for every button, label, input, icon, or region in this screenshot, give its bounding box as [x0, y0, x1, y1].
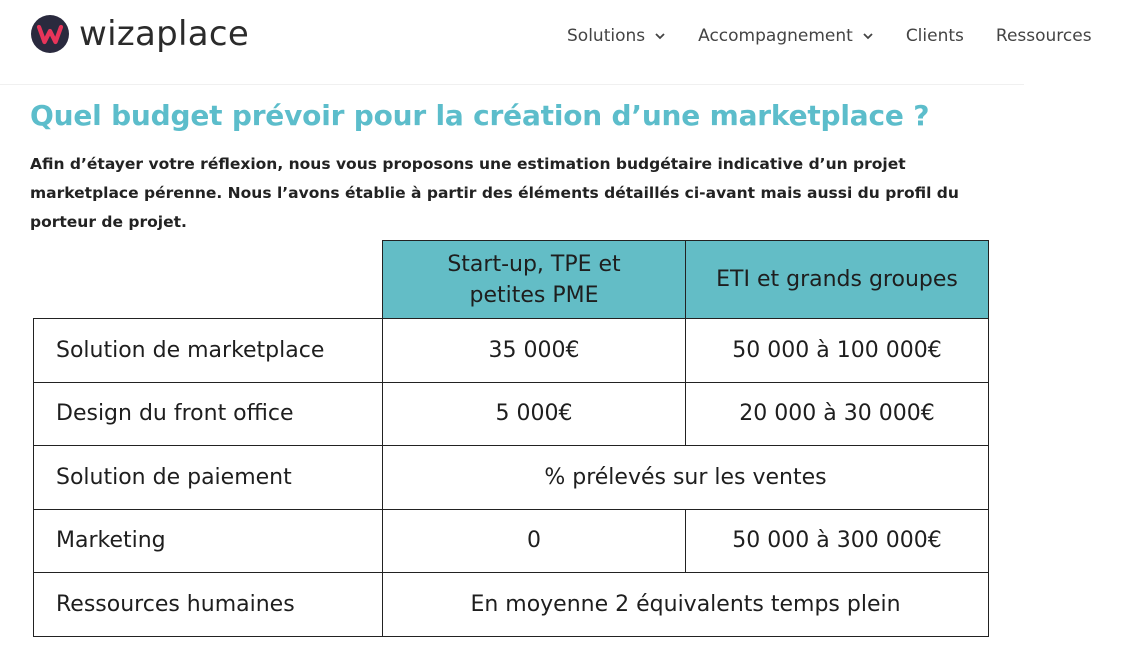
header-large-business: ETI et grands groupes — [686, 241, 989, 319]
cell-large-business: 50 000 à 100 000€ — [686, 319, 989, 383]
chevron-down-icon — [654, 32, 666, 40]
row-label: Solution de paiement — [34, 446, 383, 510]
site-logo[interactable] — [30, 14, 249, 54]
cell-merged: % prélevés sur les ventes — [383, 446, 989, 510]
table-header-row — [34, 241, 989, 319]
table-row — [34, 319, 989, 383]
header-small-business: Start-up, TPE et petites PME — [383, 241, 686, 319]
brand-name: wizaplace — [79, 14, 250, 54]
row-label: Ressources humaines — [34, 573, 383, 637]
intro-paragraph: Afin d’étayer votre réflexion, nous vous proposons une estimation budgétaire indicative d’un projet marketplace pérenne. Nous l’avons établie à partir des éléments détaillés ci-avant mais aussi du profil du porteur de projet. — [30, 155, 959, 231]
cell-merged: En moyenne 2 équivalents temps plein — [383, 573, 989, 637]
cell-small-business: 5 000€ — [383, 382, 686, 446]
table-row — [34, 382, 989, 446]
main-nav — [567, 25, 1124, 47]
table-corner-cell — [34, 241, 383, 319]
table-row — [34, 509, 989, 573]
nav-item-label: Ressources — [995, 26, 1092, 46]
cell-large-business: 50 000 à 300 000€ — [686, 509, 989, 573]
nav-item-ressources[interactable] — [996, 25, 1092, 47]
nav-item-clients[interactable] — [906, 25, 964, 47]
nav-item-solutions[interactable] — [567, 25, 666, 47]
site-header — [0, 0, 1092, 85]
wizaplace-logo-icon — [30, 14, 70, 54]
cell-large-business: 20 000 à 30 000€ — [686, 382, 989, 446]
table-row — [34, 446, 989, 510]
row-label: Design du front office — [34, 382, 383, 446]
cell-small-business: 35 000€ — [383, 319, 686, 383]
budget-table — [33, 240, 989, 637]
row-label: Solution de marketplace — [34, 319, 383, 383]
table-row — [34, 573, 989, 637]
chevron-down-icon — [862, 32, 874, 40]
cell-small-business: 0 — [383, 509, 686, 573]
nav-item-accompagnement[interactable] — [698, 25, 874, 47]
nav-item-label: Solutions — [567, 26, 646, 46]
nav-item-label: Clients — [905, 26, 964, 46]
page-title: Quel budget prévoir pour la création d’une marketplace ? — [30, 99, 930, 132]
row-label: Marketing — [34, 509, 383, 573]
nav-item-label: Accompagnement — [698, 26, 853, 46]
